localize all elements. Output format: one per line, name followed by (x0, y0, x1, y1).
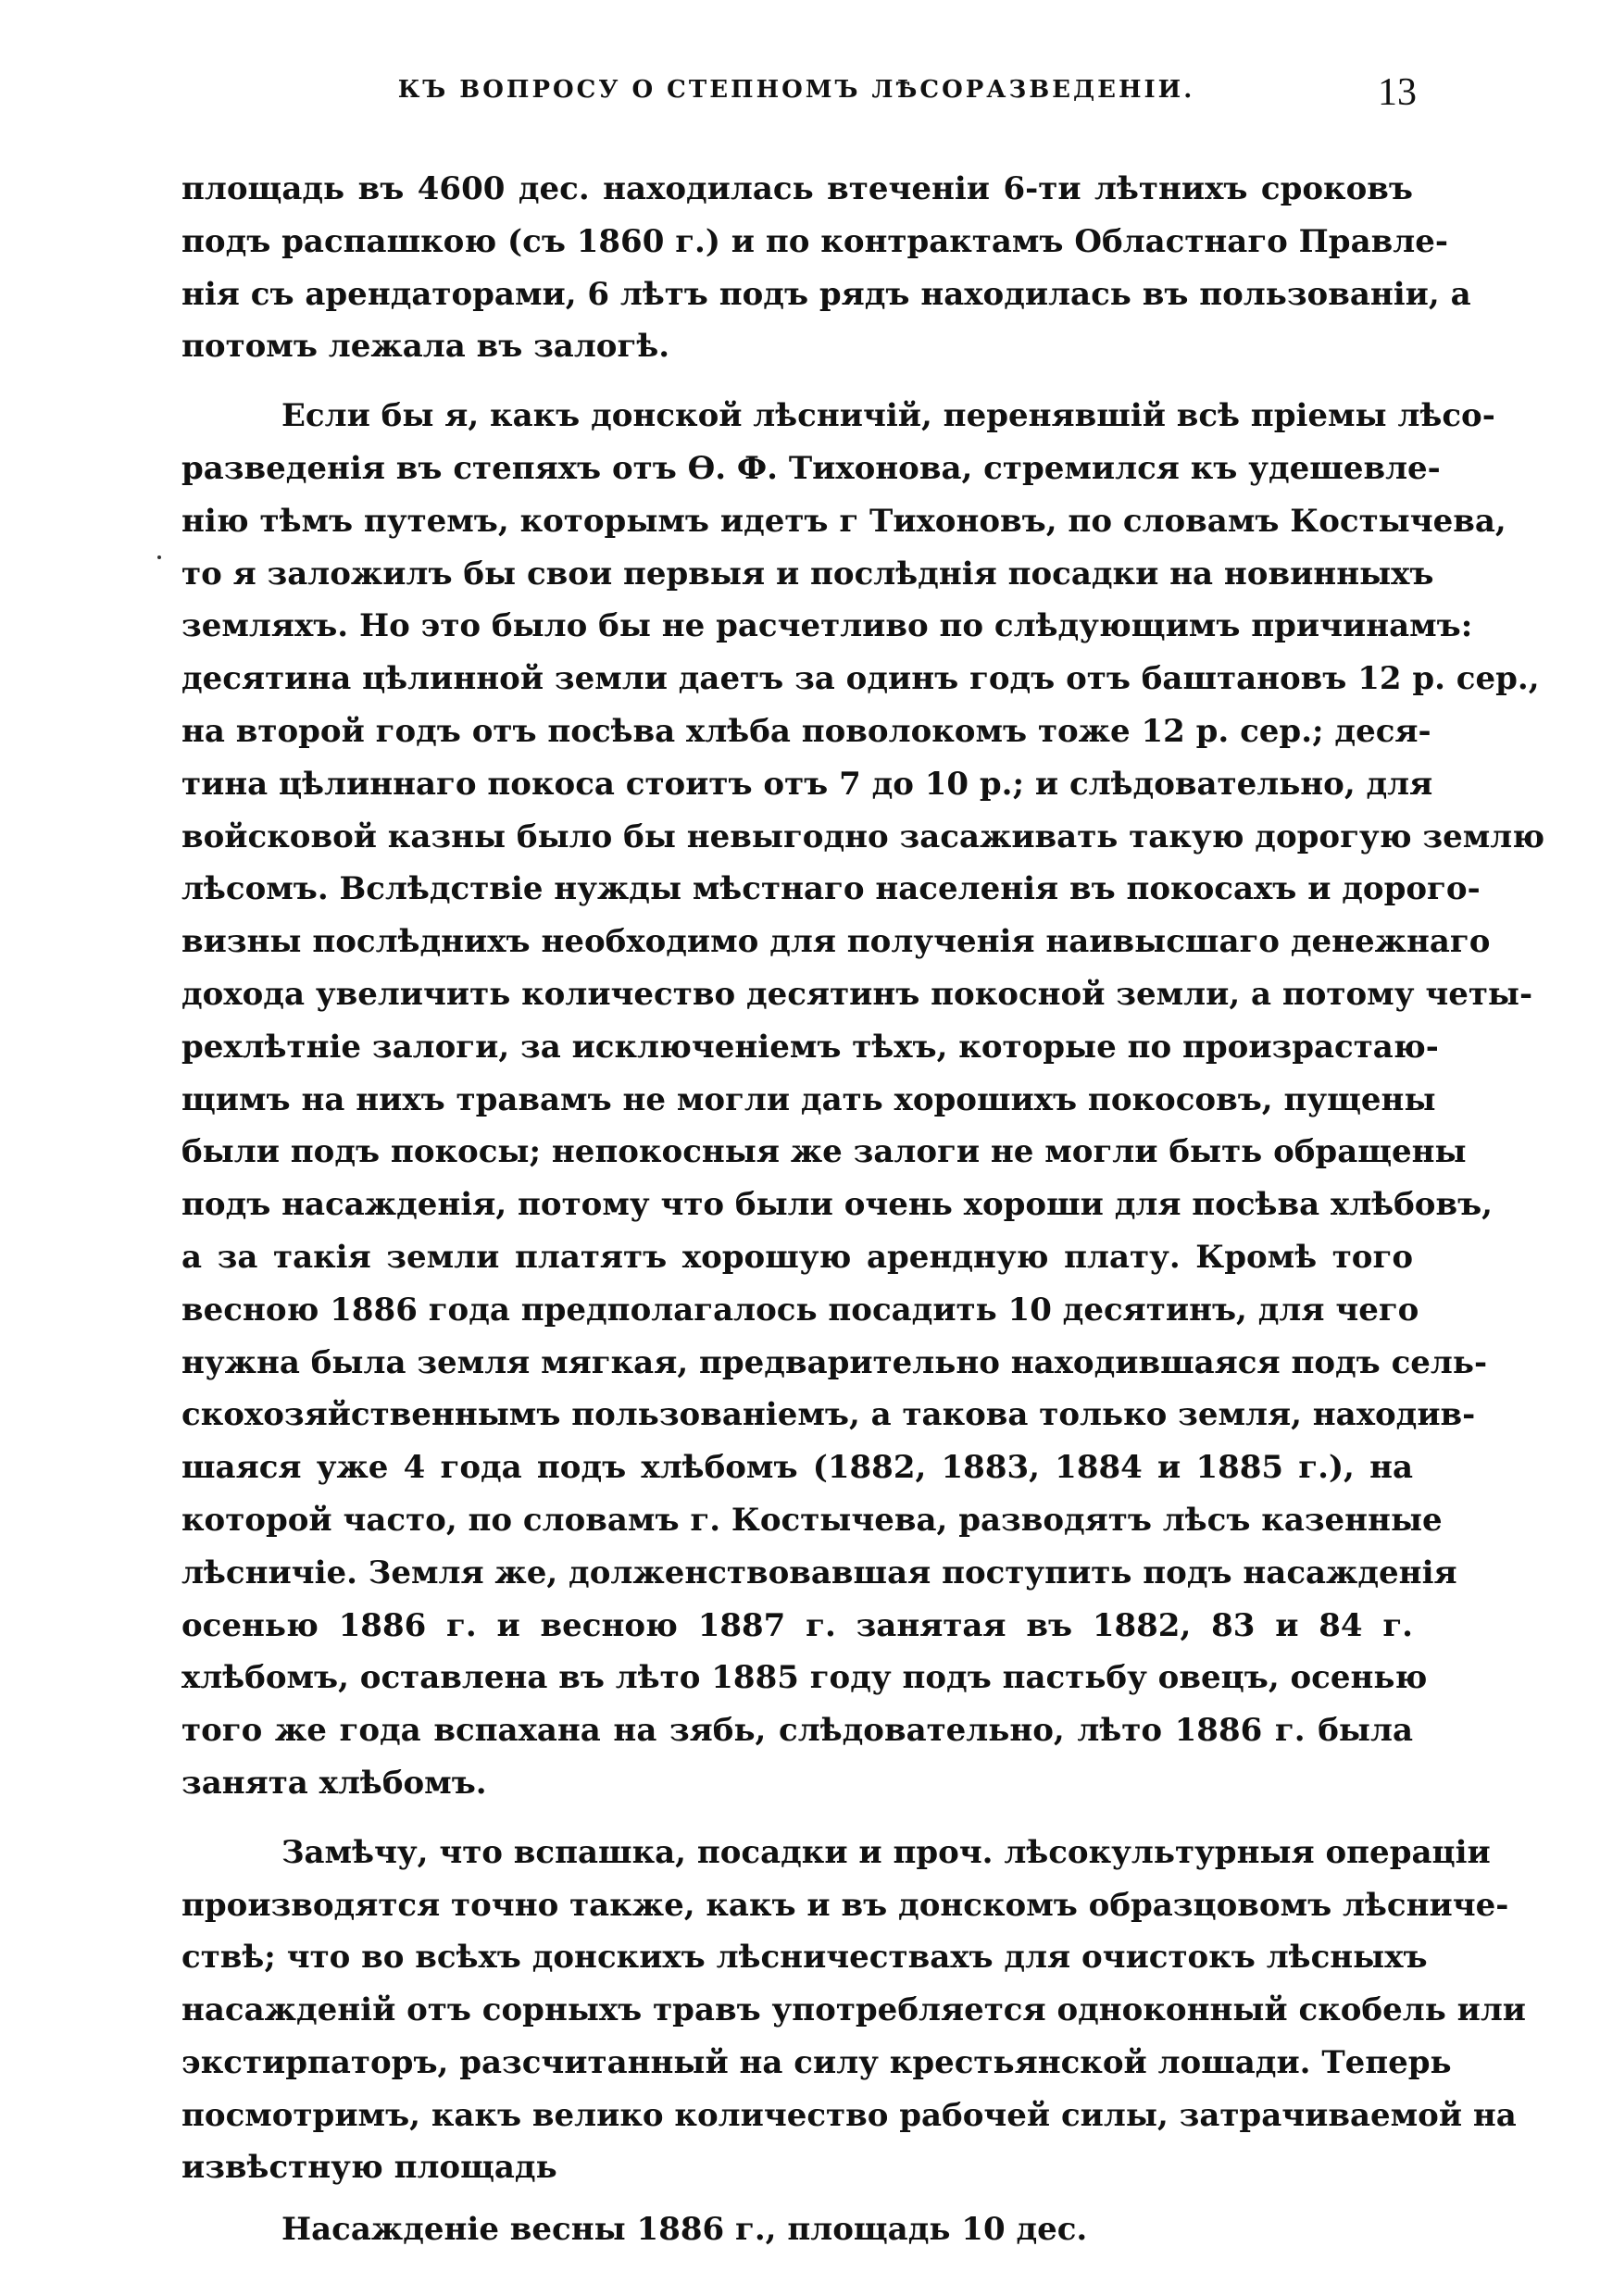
text-line: нужна была земля мягкая, предварительно находившаяся подъ сель- (181, 1343, 1488, 1381)
text-line: а за такія земли платятъ хорошую арендную плату. Кромѣ того (181, 1238, 1413, 1276)
running-head (176, 72, 1417, 119)
text-line: десятина цѣлинной земли даетъ за одинъ годъ отъ баштановъ 12 р. сер., (181, 660, 1540, 698)
text-line: подъ насажденія, потому что были очень хороши для посѣва хлѣбовъ, (181, 1186, 1493, 1224)
text-line: войсковой казны было бы невыгодно засаживать такую дорогую землю (181, 817, 1545, 855)
text-line: подъ распашкою (съ 1860 г.) и по контрактамъ Областнаго Правле- (181, 222, 1448, 260)
text-line: лѣсничіе. Земля же, долженствовавшая поступить подъ насажденія (181, 1554, 1457, 1591)
body-text (181, 163, 1545, 2256)
paragraph-4 (181, 2203, 1413, 2256)
text-line: скохозяйственнымъ пользованіемъ, а такова только земля, находив- (181, 1396, 1476, 1434)
text-line: насажденій отъ сорныхъ травъ употребляется одноконный скобель или (181, 1991, 1527, 2029)
text-line: занята хлѣбомъ. (181, 1764, 487, 1802)
text-line: дохода увеличить количество десятинъ покосной земли, а потому четы- (181, 975, 1533, 1013)
text-line: Если бы я, какъ донской лѣсничій, перенявшій всѣ пріемы лѣсо- (281, 397, 1495, 435)
text-line: ствѣ; что во всѣхъ донскихъ лѣсничествахъ для очистокъ лѣсныхъ (181, 1939, 1428, 1977)
text-line: осенью 1886 г. и весною 1887 г. занятая въ 1882, 83 и 84 г. (181, 1606, 1413, 1644)
text-line: тина цѣлиннаго покоса стоитъ отъ 7 до 10 р.; и слѣдовательно, для (181, 765, 1433, 803)
text-line: весною 1886 года предполагалось посадить 10 десятинъ, для чего (181, 1291, 1419, 1329)
text-line: на второй годъ отъ посѣва хлѣба поволокомъ тоже 12 р. сер.; деся- (181, 712, 1431, 750)
text-line: хлѣбомъ, оставлена въ лѣто 1885 году подъ пастьбу овецъ, осенью (181, 1659, 1428, 1697)
text-line: нія съ арендаторами, 6 лѣтъ подъ рядъ находилась въ пользованіи, а (181, 275, 1471, 313)
text-line: шаяся уже 4 года подъ хлѣбомъ (1882, 1883, 1884 и 1885 г.), на (181, 1449, 1413, 1487)
text-line: визны послѣднихъ необходимо для полученія наивысшаго денежнаго (181, 923, 1491, 961)
text-line: которой часто, по словамъ г. Костычева, разводятъ лѣсъ казенные (181, 1501, 1443, 1539)
text-line: площадь въ 4600 дес. находилась втеченіи 6-ти лѣтнихъ сроковъ (181, 170, 1413, 207)
text-line: лѣсомъ. Вслѣдствіе нужды мѣстнаго населенія въ покосахъ и дорого- (181, 870, 1481, 908)
stray-ink-dot (157, 555, 161, 559)
text-line: Насажденіе весны 1886 г., площадь 10 дес. (281, 2211, 1088, 2249)
text-line: были подъ покосы; непокосныя же залоги не могли быть обращены (181, 1133, 1467, 1171)
text-line: то я заложилъ бы свои первыя и послѣднія посадки на новинныхъ (181, 555, 1434, 593)
running-title: КЪ ВОПРОСУ О СТЕПНОМЪ ЛѢСОРАЗВЕДЕНІИ. (397, 76, 1195, 104)
text-line: посмотримъ, какъ велико количество рабочей силы, затрачиваемой на (181, 2096, 1517, 2134)
paragraph-3 (181, 1827, 1527, 2195)
page-number: 13 (1378, 71, 1417, 114)
text-line: Замѣчу, что вспашка, посадки и проч. лѣсокультурныя операціи (281, 1833, 1491, 1871)
paragraph-2 (181, 390, 1545, 1810)
text-line: земляхъ. Но это было бы не расчетливо по слѣдующимъ причинамъ: (181, 607, 1473, 645)
text-line: нію тѣмъ путемъ, которымъ идетъ г Тихоновъ, по словамъ Костычева, (181, 502, 1506, 540)
text-line: щимъ на нихъ травамъ не могли дать хорошихъ покосовъ, пущены (181, 1080, 1436, 1118)
text-line: извѣстную площадь (181, 2149, 557, 2187)
text-line: потомъ лежала въ залогѣ. (181, 328, 670, 366)
text-line: экстирпаторъ, разсчитанный на силу крестьянской лошади. Теперь (181, 2043, 1452, 2081)
paragraph-1 (181, 163, 1471, 373)
text-line: производятся точно также, какъ и въ донскомъ образцовомъ лѣсниче- (181, 1886, 1509, 1924)
text-line: разведенія въ степяхъ отъ Ѳ. Ф. Тихонова, стремился къ удешевле- (181, 449, 1441, 487)
text-line: того же года вспахана на зябь, слѣдовательно, лѣто 1886 г. была (181, 1712, 1413, 1750)
text-line: рехлѣтніе залоги, за исключеніемъ тѣхъ, которые по произрастаю- (181, 1028, 1439, 1066)
